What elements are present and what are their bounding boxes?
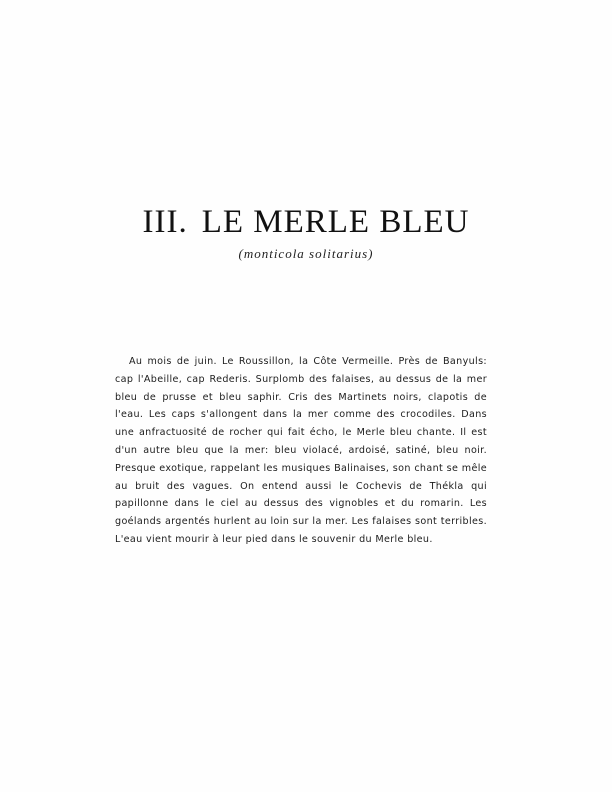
chapter-subtitle: (monticola solitarius) bbox=[238, 246, 374, 261]
chapter-title: LE MERLE BLEU bbox=[201, 204, 470, 240]
chapter-number: III. bbox=[142, 204, 188, 240]
chapter-heading bbox=[0, 204, 612, 241]
body-paragraph: Au mois de juin. Le Roussillon, la Côte Vermeille. Près de Banyuls: cap l'Abeille, cap Rederis. Surplomb des falaises, au dessus de la mer bleu de prusse et bleu saphir. Cris des Martinets noirs, clapotis de l'eau. Les caps s'allongent dans la mer comme des crocodiles. Dans une anfractuosité de rocher qui fait écho, le Merle bleu chante. Il est d'un autre bleu que la mer: bleu violacé, ardoisé, satiné, bleu noir. Presque exotique, rappelant les musiques Balinaises, son chant se mêle au bruit des vagues. On entend aussi le Cochevis de Thékla qui papillonne dans le ciel au dessus des vignobles et du romarin. Les goélands argentés hurlent au loin sur la mer. Les falaises sont terribles. L'eau vient mourir à leur pied dans le souvenir du Merle bleu. bbox=[115, 356, 487, 545]
